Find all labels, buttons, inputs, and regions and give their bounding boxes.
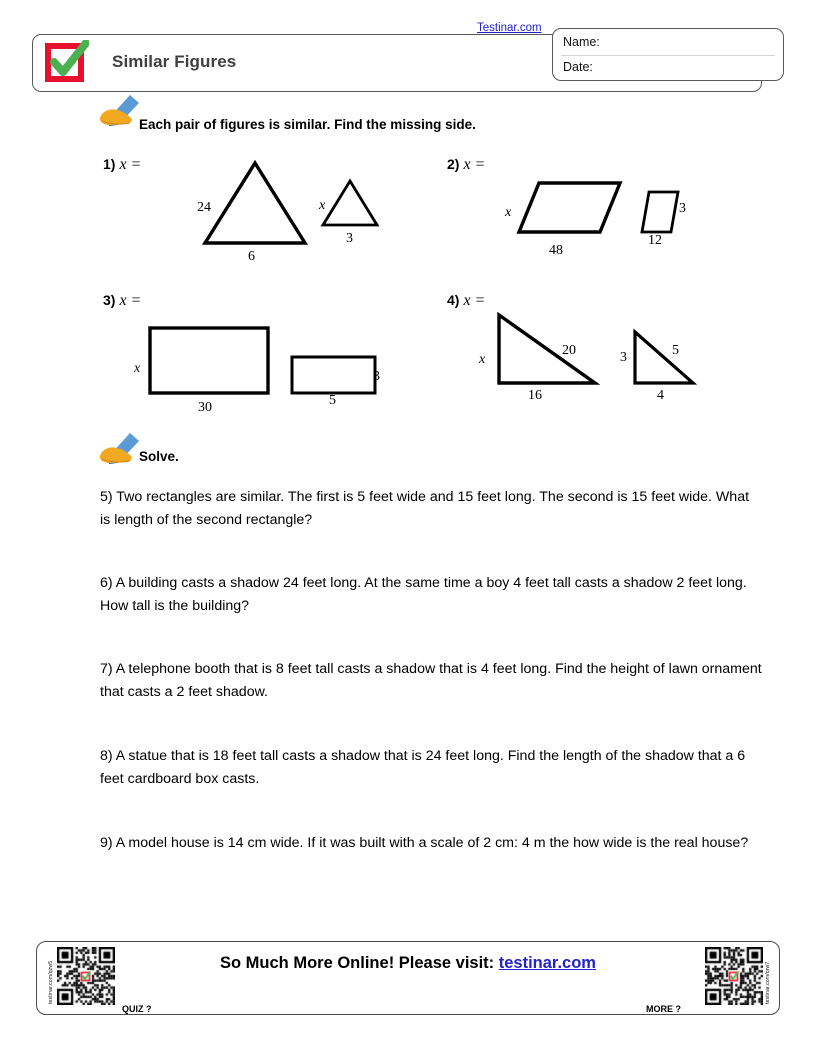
- problem-4-large-base-label: 16: [528, 388, 542, 403]
- word-problem-6: 6) A building casts a shadow 24 feet long. At the same time a boy 4 feet tall casts a shadow 2 feet long. How tall is the building?: [100, 575, 747, 614]
- section-header-1: Each pair of figures is similar. Find the missing side.: [139, 117, 476, 132]
- name-field-label[interactable]: Name:: [563, 35, 600, 49]
- problem-3-large-side-label: x: [134, 361, 141, 376]
- site-link[interactable]: Testinar.com: [477, 22, 542, 34]
- section-header-2: Solve.: [139, 449, 179, 464]
- footer-promo-text: [0, 954, 816, 973]
- problem-1-figures: [195, 158, 385, 263]
- problem-3-figures: [145, 325, 395, 397]
- problem-2-small-base-label: 12: [648, 233, 662, 248]
- word-problem-5: 5) Two rectangles are similar. The first is 5 feet wide and 15 feet long. The second is 15 feet wide. What is length of the second rectangle?: [100, 489, 750, 528]
- problem-4-small-hyp-label: 5: [672, 343, 679, 358]
- right-qr-caption: MORE ?: [646, 1004, 681, 1014]
- problem-1-small-side-label: x: [319, 198, 326, 213]
- problem-4-large-side-label: x: [479, 352, 486, 367]
- problem-4-small-base-label: 4: [657, 388, 664, 403]
- problem-3-label: [103, 292, 141, 310]
- problem-2-small-side-label: 3: [679, 201, 686, 216]
- left-qr-side-text: testinar.com/qzw5: [48, 960, 54, 1004]
- problem-4-label: [447, 292, 485, 310]
- problem-2-number: 2): [447, 156, 460, 172]
- namebox-divider: [561, 55, 775, 56]
- date-field-label[interactable]: Date:: [563, 60, 593, 74]
- problem-1-label: [103, 156, 141, 174]
- problem-1-number: 1): [103, 156, 116, 172]
- word-problem-7: 7) A telephone booth that is 8 feet tall casts a shadow that is 4 feet long. Find the height of lawn ornament that casts a 2 feet shadow.: [100, 661, 762, 700]
- problem-4-number: 4): [447, 292, 460, 308]
- footer-promo-prefix: So Much More Online! Please visit:: [220, 954, 499, 972]
- word-problem-8: 8) A statue that is 18 feet tall casts a shadow that is 24 feet long. Find the length of the shadow that a 6 feet cardboard box casts.: [100, 748, 746, 787]
- problem-3-large-base-label: 30: [198, 400, 212, 415]
- qr-code-icon[interactable]: [57, 947, 115, 1005]
- problem-2-large-side-label: x: [505, 205, 512, 220]
- problem-2-large-base-label: 48: [549, 243, 563, 258]
- problem-1-large-base-label: 6: [248, 249, 255, 264]
- left-qr-caption: QUIZ ?: [122, 1004, 152, 1014]
- problem-1-prompt: x =: [119, 156, 142, 173]
- problem-3-prompt: x =: [119, 292, 142, 309]
- right-qr-side-text: testinar.com/qrw7: [765, 961, 771, 1004]
- writing-hand-icon: [98, 432, 144, 468]
- problem-3-small-side-label: 3: [373, 369, 380, 384]
- problem-4-prompt: x =: [463, 292, 486, 309]
- problem-3-number: 3): [103, 292, 116, 308]
- word-problem-9: 9) A model house is 14 cm wide. If it was built with a scale of 2 cm: 4 m the how wide is the real house?: [100, 835, 749, 851]
- problem-1-small-base-label: 3: [346, 231, 353, 246]
- problem-2-figures: [510, 176, 700, 246]
- qr-code-icon[interactable]: [705, 947, 763, 1005]
- checkbox-check-icon: [45, 40, 89, 84]
- problem-4-small-side-label: 3: [620, 350, 627, 365]
- footer-site-link[interactable]: testinar.com: [498, 954, 596, 972]
- problem-3-small-base-label: 5: [329, 393, 336, 408]
- writing-hand-icon: [98, 94, 144, 130]
- problem-4-large-hyp-label: 20: [562, 343, 576, 358]
- problem-2-prompt: x =: [463, 156, 486, 173]
- problem-1-large-side-label: 24: [197, 200, 211, 215]
- name-date-box: [552, 28, 784, 81]
- page-title: Similar Figures: [112, 52, 237, 71]
- problem-2-label: [447, 156, 485, 174]
